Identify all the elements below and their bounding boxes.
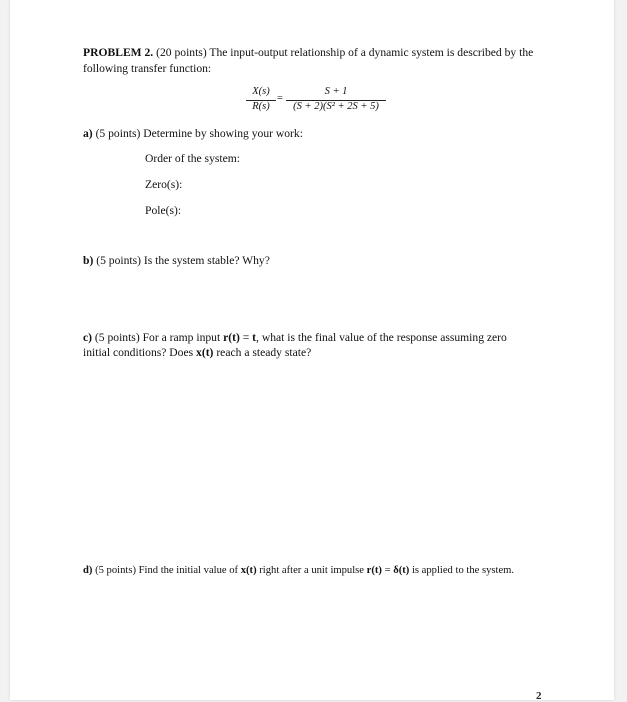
part-a-label: a) [83,127,93,140]
lhs-numerator: X(s) [252,86,270,97]
rhs-denominator: (S + 2)(S² + 2S + 5) [293,101,379,112]
part-a-question: a) (5 points) Determine by showing your work: [83,127,303,140]
problem-intro: (20 points) The input-output relationship of a dynamic system is described by the [153,46,534,59]
problem-statement-line-2: following transfer function: [83,62,212,75]
document-page [10,0,614,700]
order-of-system-label: Order of the system: [145,152,240,165]
equals-sign: = [277,93,283,104]
part-c-label: c) [83,331,93,344]
zeros-label: Zero(s): [145,178,183,191]
rhs-numerator: S + 1 [324,86,348,97]
lhs-denominator: R(s) [252,101,270,112]
problem-heading: PROBLEM 2. [83,46,154,59]
poles-label: Pole(s): [145,204,182,217]
problem-statement-line-1 [83,45,533,60]
part-d-question: d) (5 points) Find the initial value of x(t) right after a unit impulse r(t) = δ(t) is applied to the system. [83,565,515,576]
part-c-question-line-1: c) (5 points) For a ramp input r(t) = t, what is the final value of the response assuming zero [83,331,507,344]
part-b-question: b) (5 points) Is the system stable? Why? [83,254,270,267]
part-d-label: d) [83,565,93,576]
page-number: 2 [536,690,542,702]
part-b-label: b) [83,254,94,267]
part-c-question-line-2: initial conditions? Does x(t) reach a steady state? [83,346,312,359]
